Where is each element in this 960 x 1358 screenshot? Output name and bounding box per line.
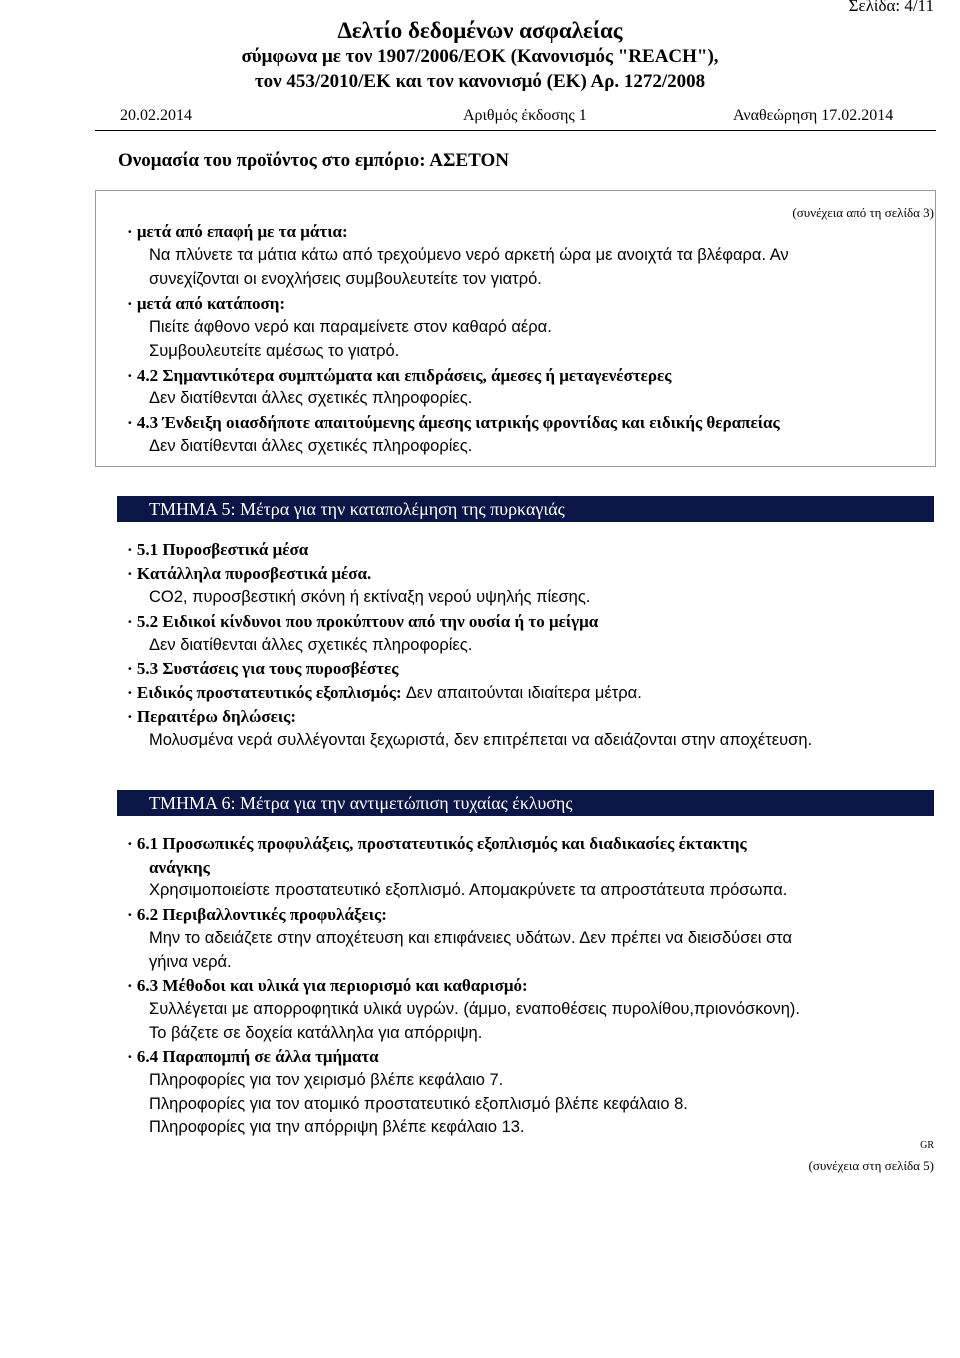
- header-divider: [95, 130, 936, 131]
- further-info-label: · Περαιτέρω δηλώσεις:: [127, 707, 297, 726]
- section-4-2-text: Δεν διατίθενται άλλες σχετικές πληροφορίες.: [149, 389, 473, 407]
- eyes-contact-text-2: συνεχίζονται οι ενοχλήσεις συμβουλευτείτε τον γιατρό.: [149, 270, 542, 288]
- section-6-4-text-1: Πληροφορίες για τον χειρισμό βλέπε κεφάλαιο 7.: [149, 1071, 504, 1089]
- section-5-heading: ΤΜΗΜΑ 5: Μέτρα για την καταπολέμηση της πυρκαγιάς: [117, 496, 934, 522]
- regulation-line-1: σύμφωνα με τον 1907/2006/ΕΟΚ (Κανονισμός "REACH"),: [241, 46, 719, 67]
- section-6-1-text: Χρησιμοποιείστε προστατευτικό εξοπλισμό. Απομακρύνετε τα απροστάτευτα πρόσωπα.: [149, 881, 788, 899]
- print-date: 20.02.2014: [120, 107, 192, 124]
- swallow-text-2: Συμβουλευτείτε αμέσως το γιατρό.: [149, 342, 400, 360]
- protective-equipment-line: · Ειδικός προστατευτικός εξοπλισμός: Δεν απαιτούνται ιδιαίτερα μέτρα.: [127, 683, 642, 702]
- section-6-3-text-1: Συλλέγεται με απορροφητικά υλικά υγρών. (άμμο, εναποθέσεις πυρολίθου,πριονόσκονη).: [149, 1000, 800, 1018]
- eyes-contact-label: · μετά από επαφή με τα μάτια:: [127, 222, 348, 241]
- eyes-contact-text-1: Να πλύνετε τα μάτια κάτω από τρεχούμενο νερό αρκετή ώρα με ανοιχτά τα βλέφαρα. Αν: [149, 246, 789, 264]
- document-title: Δελτίο δεδομένων ασφαλείας: [337, 18, 623, 43]
- section-6-4-text-3: Πληροφορίες για την απόρριψη βλέπε κεφάλαιο 13.: [149, 1118, 525, 1136]
- version-number: Αριθμός έκδοσης 1: [463, 107, 587, 124]
- section-4-3-heading: · 4.3 Ένδειξη οιασδήποτε απαιτούμενης άμεσης ιατρικής φροντίδας και ειδικής θεραπείας: [127, 413, 780, 432]
- section-6-4-text-2: Πληροφορίες για τον ατομικό προστατευτικό εξοπλισμό βλέπε κεφάλαιο 8.: [149, 1095, 688, 1113]
- section-6-1-heading-1: · 6.1 Προσωπικές προφυλάξεις, προστατευτικός εξοπλισμός και διαδικασίες έκτακτης: [127, 834, 747, 853]
- protective-equipment-text: Δεν απαιτούνται ιδιαίτερα μέτρα.: [405, 684, 642, 702]
- section-6-3-heading: · 6.3 Μέθοδοι και υλικά για περιορισμό και καθαρισμό:: [127, 976, 528, 995]
- revision-date: Αναθεώρηση 17.02.2014: [733, 107, 894, 124]
- suitable-media-text: CO2, πυροσβεστική σκόνη ή εκτίναξη νερού υψηλής πίεσης.: [149, 588, 591, 606]
- section-6-2-text-2: γήινα νερά.: [149, 953, 232, 971]
- section-6-3-text-2: Το βάζετε σε δοχεία κατάλληλα για απόρριψη.: [149, 1024, 483, 1042]
- swallow-label: · μετά από κατάποση:: [127, 294, 286, 313]
- section-6-2-heading: · 6.2 Περιβαλλοντικές προφυλάξεις:: [127, 905, 387, 924]
- section-6-heading: ΤΜΗΜΑ 6: Μέτρα για την αντιμετώπιση τυχαίας έκλυσης: [117, 790, 934, 816]
- section-5-2-heading: · 5.2 Ειδικοί κίνδυνοι που προκύπτουν από την ουσία ή το μείγμα: [127, 612, 599, 631]
- further-info-text: Μολυσμένα νερά συλλέγονται ξεχωριστά, δεν επιτρέπεται να αδειάζονται στην αποχέτευση.: [149, 731, 813, 749]
- product-name: Ονομασία του προϊόντος στο εμπόριο: ΑΣΕΤΟΝ: [118, 150, 509, 171]
- swallow-text-1: Πιείτε άφθονο νερό και παραμείνετε στον καθαρό αέρα.: [149, 318, 552, 336]
- section-5-1-heading: · 5.1 Πυροσβεστικά μέσα: [127, 540, 309, 559]
- section-6-1-heading-2: ανάγκης: [149, 858, 210, 877]
- suitable-media-label: · Κατάλληλα πυροσβεστικά μέσα.: [127, 564, 372, 583]
- continued-to-note: (συνέχεια στη σελίδα 5): [808, 1158, 934, 1173]
- country-code: GR: [920, 1140, 934, 1151]
- continued-from-note: (συνέχεια από τη σελίδα 3): [792, 205, 934, 220]
- section-5-3-heading: · 5.3 Συστάσεις για τους πυροσβέστες: [127, 659, 399, 678]
- section-4-3-text: Δεν διατίθενται άλλες σχετικές πληροφορίες.: [149, 437, 473, 455]
- section-4-2-heading: · 4.2 Σημαντικότερα συμπτώματα και επιδράσεις, άμεσες ή μεταγενέστερες: [127, 366, 672, 385]
- section-6-4-heading: · 6.4 Παραπομπή σε άλλα τμήματα: [127, 1047, 379, 1066]
- section-5-2-text: Δεν διατίθενται άλλες σχετικές πληροφορίες.: [149, 636, 473, 654]
- page-number: Σελίδα: 4/11: [848, 0, 934, 15]
- section-6-2-text-1: Μην το αδειάζετε στην αποχέτευση και επιφάνειες υδάτων. Δεν πρέπει να διεισδύσει στα: [149, 929, 792, 947]
- regulation-line-2: τον 453/2010/ΕΚ και τον κανονισμό (ΕΚ) Αρ. 1272/2008: [254, 71, 706, 92]
